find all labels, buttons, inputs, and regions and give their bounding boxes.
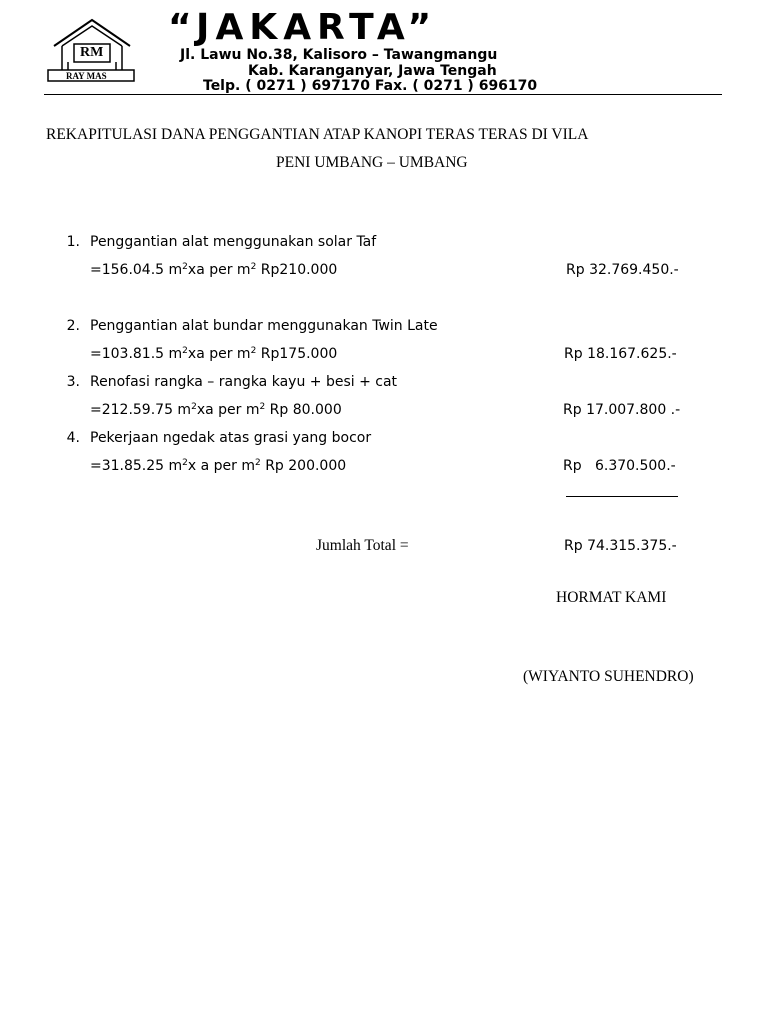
item-calculation: =212.59.75 $m^2xa$ per $m^2$ Rp 80.000 (90, 402, 342, 418)
total-label: Jumlah Total = (316, 537, 409, 554)
address-line-1: Jl. Lawu No.38, Kalisoro – Tawangmangu (180, 47, 498, 63)
item-calculation: =156.04.5 $m^2xa$ per $m^2$ Rp210.000 (90, 262, 338, 278)
item-description: Renofasi rangka – rangka kayu + besi + cat (90, 374, 398, 390)
item-amount: Rp 18.167.625.- (564, 346, 677, 362)
item-calculation: =103.81.5 $m^2xa$ per $m^2$ Rp175.000 (90, 346, 338, 362)
signatory-name: (WIYANTO SUHENDRO) (523, 668, 694, 685)
item-amount: Rp 32.769.450.- (566, 262, 679, 278)
address-line-3: Telp. ( 0271 ) 697170 Fax. ( 0271 ) 696170 (203, 78, 538, 94)
total-amount: Rp 74.315.375.- (564, 538, 677, 554)
item-number: 4. (66, 430, 80, 446)
item-number: 2. (66, 318, 80, 334)
item-number: 3. (66, 374, 80, 390)
document-title-line-2: PENI UMBANG – UMBANG (276, 154, 468, 171)
logo-name: RAY MAS (66, 71, 107, 81)
item-amount: Rp 17.007.800 .- (563, 402, 681, 418)
logo-initials: RM (80, 45, 104, 60)
item-number: 1. (66, 234, 80, 250)
item-calculation: =31.85.25 $m^2x$ a per $m^2$ Rp 200.000 (90, 458, 347, 474)
item-description: Penggantian alat bundar menggunakan Twin Late (90, 318, 438, 334)
company-brand: “JAKARTA” (168, 7, 438, 48)
item-description: Penggantian alat menggunakan solar Taf (90, 234, 377, 250)
company-logo (46, 18, 138, 84)
item-description: Pekerjaan ngedak atas grasi yang bocor (90, 430, 372, 446)
item-amount: Rp 6.370.500.- (563, 458, 676, 474)
closing-text: HORMAT KAMI (556, 589, 667, 606)
document-title-line-1: REKAPITULASI DANA PENGGANTIAN ATAP KANOPI TERAS TERAS DI VILA (46, 126, 589, 143)
address-line-2: Kab. Karanganyar, Jawa Tengah (248, 63, 497, 79)
header-divider (44, 94, 722, 95)
sum-underline (566, 496, 678, 497)
